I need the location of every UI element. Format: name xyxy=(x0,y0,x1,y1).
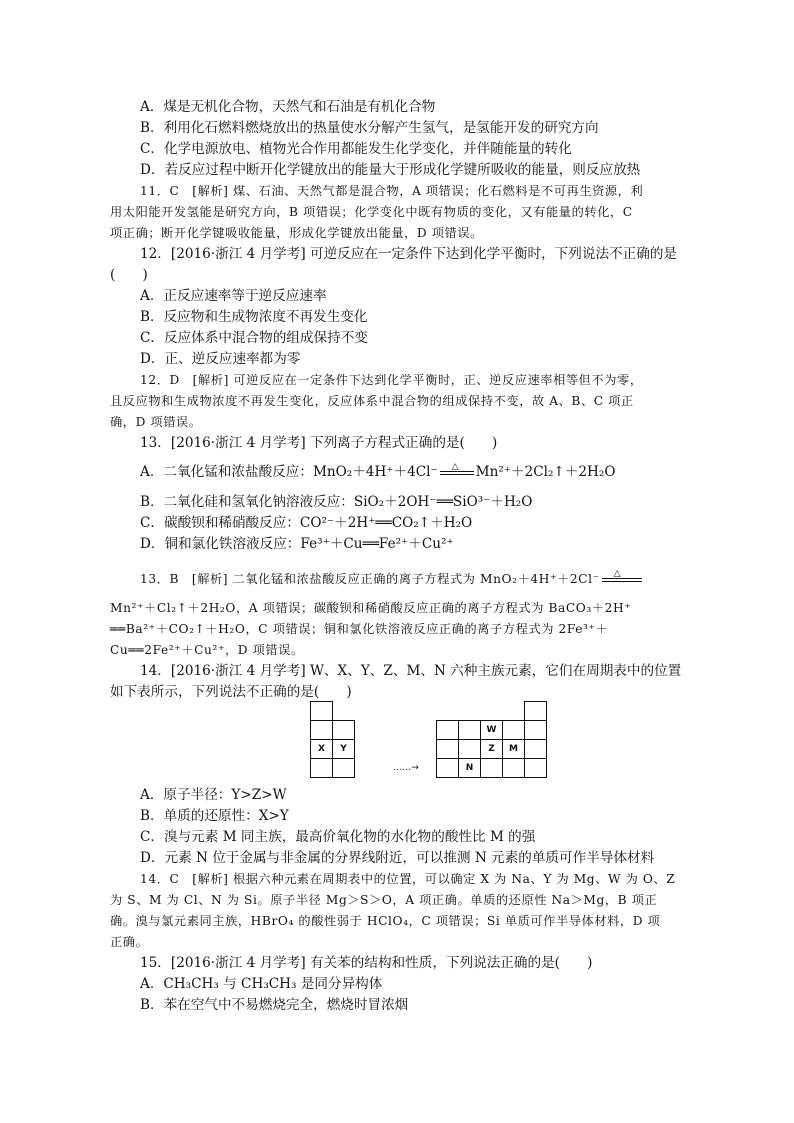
table-cell xyxy=(459,721,481,740)
question-14-stem: 14．[2016·浙江 4 月学考] W、X、Y、Z、M、N 六种主族元素，它们在周期表中的位置 xyxy=(140,663,682,679)
q12-option-b: B．反应物和生成物浓度不再发生变化 xyxy=(140,309,368,325)
q13-option-a-right: Mn²⁺＋2Cl₂↑＋2H₂O xyxy=(475,464,616,480)
answer-13-line: Mn²⁺＋Cl₂↑＋2H₂O，A 项错误；碳酸钡和稀硝酸反应正确的离子方程式为 BaCO₃＋2H⁺ xyxy=(110,601,632,615)
answer-11-line: 11．C [解析] 煤、石油、天然气都是混合物，A 项错误；化石燃料是不可再生资源，利 xyxy=(140,184,644,198)
reaction-heat-arrow xyxy=(602,568,642,586)
table-cell xyxy=(525,740,547,759)
table-cell xyxy=(333,721,355,740)
q10-option-d: D．若反应过程中断开化学键放出的能量大于形成化学键所吸收的能量，则反应放热 xyxy=(140,162,641,178)
q15-option-b: B．苯在空气中不易燃烧完全，燃烧时冒浓烟 xyxy=(140,997,409,1013)
table-cell xyxy=(437,721,459,740)
answer-12-line: 12．D [解析] 可逆反应在一定条件下达到化学平衡时，正、逆反应速率相等但不为零， xyxy=(140,373,643,387)
q12-option-a: A．正反应速率等于逆反应速率 xyxy=(140,288,327,304)
answer-14-line: 14．C [解析] 根据六种元素在周期表中的位置，可以确定 X 为 Na、Y 为 Mg、W 为 O、Z xyxy=(140,872,676,886)
q10-option-b: B．利用化石燃料燃烧放出的热量使水分解产生氢气，是氢能开发的研究方向 xyxy=(140,120,599,136)
table-cell xyxy=(503,759,525,778)
q12-option-c: C．反应体系中混合物的组成保持不变 xyxy=(140,330,368,346)
table-cell-n: N xyxy=(459,759,481,778)
table-cell-z: Z xyxy=(481,740,503,759)
heat-symbol: △ xyxy=(613,568,622,579)
table-cell-m: M xyxy=(503,740,525,759)
heat-symbol: △ xyxy=(451,461,459,472)
answer-13-line: ══Ba²⁺＋CO₂↑＋H₂O，C 项错误；铜和氯化铁溶液反应正确的离子方程式为 2Fe³⁺＋ xyxy=(110,622,609,636)
table-cell xyxy=(437,759,459,778)
answer-12-line: 确，D 项错误。 xyxy=(110,415,202,429)
table-cell-w: W xyxy=(481,721,503,740)
question-13-stem: 13．[2016·浙江 4 月学考] 下列离子方程式正确的是( ) xyxy=(140,435,498,451)
table-row xyxy=(311,759,547,778)
table-cell xyxy=(311,721,333,740)
q15-option-a: A．CH₃CH₃ 与 CH₃CH₃ 是同分异构体 xyxy=(140,976,383,992)
table-row xyxy=(311,702,547,721)
q14-option-d: D．元素 N 位于金属与非金属的分界线附近，可以推测 N 元素的单质可作半导体材料 xyxy=(140,850,655,866)
answer-13-line: Cu══2Fe²⁺＋Cu²⁺，D 项错误。 xyxy=(110,643,304,657)
table-cell-y: Y xyxy=(333,740,355,759)
table-cell xyxy=(333,759,355,778)
reaction-heat-arrow xyxy=(440,461,474,479)
answer-14-line: 确。溴与氯元素同主族，HBrO₄ 的酸性弱于 HClO₄，C 项错误；Si 单质可作半导体材料，D 项 xyxy=(110,914,661,928)
q10-option-c: C．化学电源放电、植物光合作用都能发生化学变化，并伴随能量的转化 xyxy=(140,141,572,157)
answer-11-line: 项正确；断开化学键吸收能量，形成化学键放出能量，D 项错误。 xyxy=(110,226,483,240)
answer-13-line1-left: 13．B [解析] 二氧化锰和浓盐酸反应正确的离子方程式为 MnO₂＋4H⁺＋2Cl⁻ xyxy=(140,572,600,586)
answer-14-line: 为 S、M 为 Cl、N 为 Si。原子半径 Mg＞S＞O，A 项正确。单质的还原性 Na＞Mg，B 项正 xyxy=(110,893,658,907)
q14-option-a: A．原子半径：Y>Z>W xyxy=(140,787,287,803)
table-cell xyxy=(311,702,333,721)
q13-option-a xyxy=(140,462,615,482)
table-cell xyxy=(459,740,481,759)
table-row xyxy=(311,740,547,759)
q13-option-a-left: A．二氧化锰和浓盐酸反应：MnO₂＋4H⁺＋4Cl⁻ xyxy=(140,464,438,480)
q14-option-c: C．溴与元素 M 同主族，最高价氧化物的水化物的酸性比 M 的强 xyxy=(140,829,536,845)
q13-option-b: B．二氧化硅和氢氧化钠溶液反应：SiO₂＋2OH⁻══SiO³⁻＋H₂O xyxy=(140,494,533,510)
table-dots: ……→ xyxy=(393,763,419,773)
q12-option-d: D．正、逆反应速率都为零 xyxy=(140,351,301,367)
question-14-stem: 如下表所示，下列说法不正确的是( ) xyxy=(110,684,352,700)
table-row xyxy=(311,721,547,740)
table-cell-x: X xyxy=(311,740,333,759)
answer-11-line: 用太阳能开发氢能是研究方向，B 项错误；化学变化中既有物质的变化，又有能量的转化，C xyxy=(110,205,633,219)
table-cell xyxy=(503,721,525,740)
question-12-blank: ( ) xyxy=(110,267,148,283)
table-cell xyxy=(311,759,333,778)
table-cell xyxy=(525,721,547,740)
question-12-stem: 12．[2016·浙江 4 月学考] 可逆反应在一定条件下达到化学平衡时，下列说法不正确的是 xyxy=(140,246,678,262)
periodic-table-fragment xyxy=(310,701,547,778)
answer-14-line: 正确。 xyxy=(110,935,149,949)
q14-option-b: B．单质的还原性：X>Y xyxy=(140,808,289,824)
table-cell xyxy=(525,702,547,721)
table-cell xyxy=(525,759,547,778)
table-cell xyxy=(437,740,459,759)
question-15-stem: 15．[2016·浙江 4 月学考] 有关苯的结构和性质，下列说法正确的是( ) xyxy=(140,955,593,971)
answer-12-line: 且反应物和生成物浓度不再发生变化，反应体系中混合物的组成保持不变，故 A、B、C 项正 xyxy=(110,394,634,408)
q13-option-c: C．碳酸钡和稀硝酸反应：CO²⁻＋2H⁺══CO₂↑＋H₂O xyxy=(140,515,473,531)
q10-option-a: A．煤是无机化合物，天然气和石油是有机化合物 xyxy=(140,99,436,115)
table-cell xyxy=(481,759,503,778)
q13-option-d: D．铜和氯化铁溶液反应：Fe³⁺＋Cu══Fe²⁺＋Cu²⁺ xyxy=(140,536,454,552)
answer-13-line xyxy=(140,569,644,589)
